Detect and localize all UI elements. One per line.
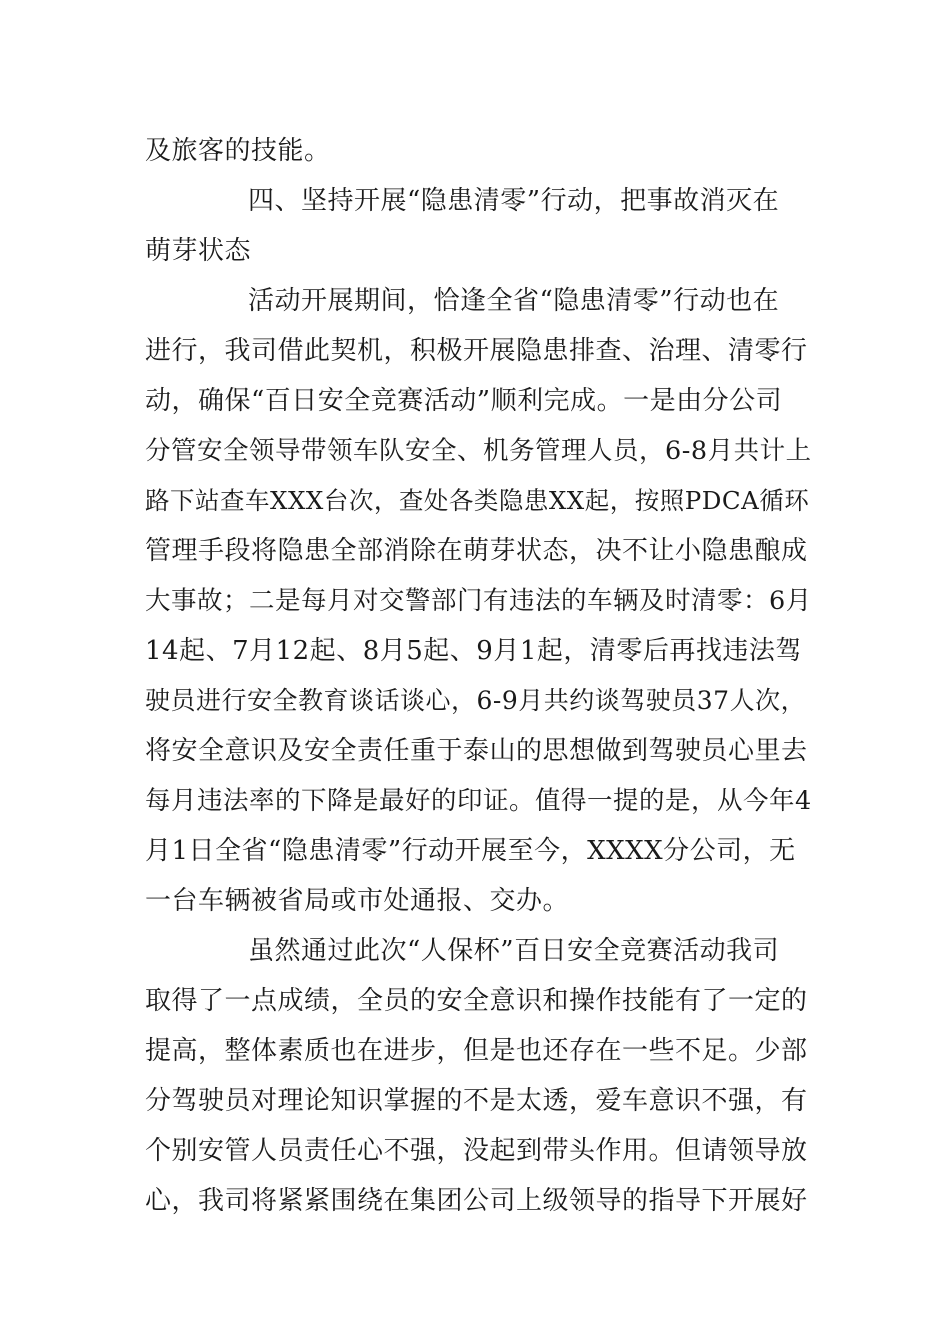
paragraph-line: 提高，整体素质也在进步，但是也还存在一些不足。少部: [145, 1036, 808, 1066]
paragraph-line: 14起、7月12起、8月5起、9月1起，清零后再找违法驾: [145, 636, 802, 666]
paragraph-line: 分管安全领导带领车队安全、机务管理人员，6-8月共计上: [145, 436, 812, 466]
paragraph-line: 每月违法率的下降是最好的印证。值得一提的是，从今年4: [145, 786, 812, 816]
paragraph-line: 分驾驶员对理论知识掌握的不是太透，爱车意识不强，有: [145, 1086, 808, 1116]
paragraph-line: 取得了一点成绩，全员的安全意识和操作技能有了一定的: [145, 986, 808, 1016]
paragraph-line: 心，我司将紧紧围绕在集团公司上级领导的指导下开展好: [145, 1186, 808, 1216]
paragraph-line: 进行，我司借此契机，积极开展隐患排查、治理、清零行: [145, 336, 808, 366]
paragraph-line: 管理手段将隐患全部消除在萌芽状态，决不让小隐患酿成: [145, 536, 808, 566]
paragraph-line: 动，确保“百日安全竞赛活动”顺利完成。一是由分公司: [145, 386, 783, 416]
paragraph-line: 一台车辆被省局或市处通报、交办。: [145, 886, 570, 916]
paragraph-line: 活动开展期间，恰逢全省“隐患清零”行动也在: [248, 286, 780, 316]
paragraph-line: 大事故；二是每月对交警部门有违法的车辆及时清零：6月: [145, 586, 812, 616]
paragraph-line: 个别安管人员责任心不强，没起到带头作用。但请领导放: [145, 1136, 808, 1166]
text-line: 及旅客的技能。: [145, 136, 331, 166]
paragraph-line: 驶员进行安全教育谈话谈心，6-9月共约谈驾驶员37人次，: [145, 686, 807, 715]
paragraph-line: 将安全意识及安全责任重于泰山的思想做到驾驶员心里去: [145, 736, 808, 766]
paragraph-line: 路下站查车XXX台次，查处各类隐患XX起，按照PDCA循环: [145, 486, 810, 515]
section-heading: 四、坚持开展“隐患清零”行动，把事故消灭在: [248, 186, 780, 216]
paragraph-line: 月1日全省“隐患清零”行动开展至今，XXXX分公司，无: [145, 836, 796, 866]
paragraph-line: 虽然通过此次“人保杯”百日安全竞赛活动我司: [248, 936, 780, 966]
section-heading-continued: 萌芽状态: [145, 236, 252, 266]
